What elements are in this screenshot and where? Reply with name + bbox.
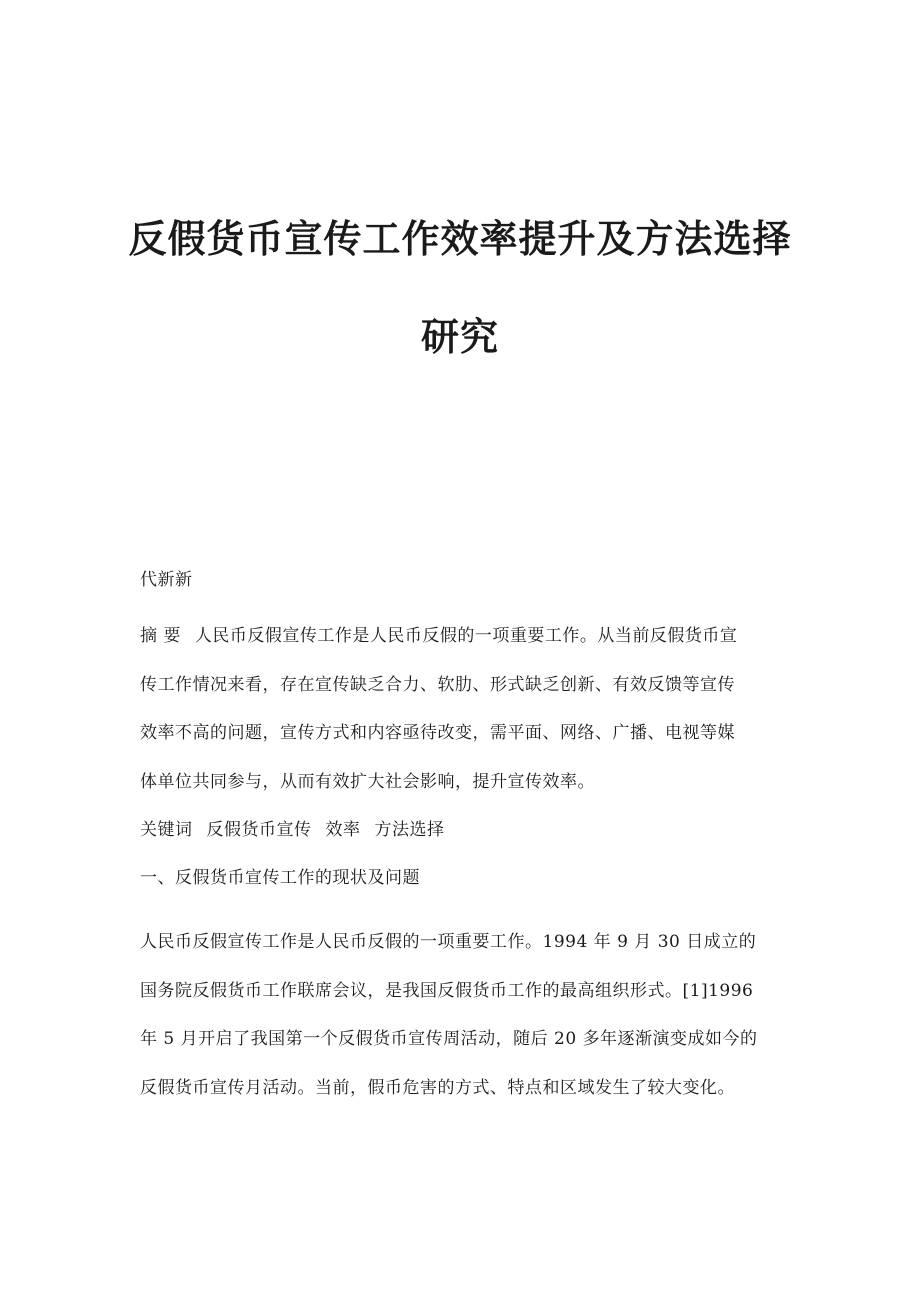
keyword-item: 效率	[325, 820, 361, 840]
paper-title-line-1: 反假货币宣传工作效率提升及方法选择	[128, 216, 792, 261]
abstract-text-line: 效率不高的问题，宣传方式和内容亟待改变，需平面、网络、广播、电视等媒	[140, 723, 735, 743]
body-text-line: 人民币反假宣传工作是人民币反假的一项重要工作。1994 年 9 月 30 日成立的	[140, 932, 757, 952]
keyword-item: 反假货币宣传	[206, 820, 312, 840]
keywords-label: 关键词	[140, 820, 193, 840]
body-text-line: 国务院反假货币工作联席会议，是我国反假货币工作的最高组织形式。[1]1996	[140, 980, 754, 1001]
section-heading: 一、反假货币宣传工作的现状及问题	[140, 868, 420, 888]
keyword-item: 方法选择	[374, 820, 445, 840]
abstract-label: 摘 要	[140, 626, 181, 646]
paper-title-line-2: 研究	[420, 314, 499, 359]
author-name: 代新新	[140, 570, 193, 590]
keywords-line	[140, 806, 785, 855]
body-text-line: 年 5 月开启了我国第一个反假货币宣传周活动，随后 20 多年逐渐演变成如今的	[140, 1029, 758, 1049]
abstract-line-1	[140, 612, 785, 661]
abstract-text-line: 传工作情况来看，存在宣传缺乏合力、软肋、形式缺乏创新、有效反馈等宣传	[140, 674, 735, 695]
body-paragraph	[140, 918, 785, 1112]
abstract-text-line: 体单位共同参与，从而有效扩大社会影响，提升宣传效率。	[140, 771, 595, 792]
abstract-block	[140, 612, 785, 806]
body-text-line: 反假货币宣传月活动。当前，假币危害的方式、特点和区域发生了较大变化。	[140, 1077, 735, 1098]
abstract-text-line: 人民币反假宣传工作是人民币反假的一项重要工作。从当前反假货币宣	[194, 626, 738, 646]
